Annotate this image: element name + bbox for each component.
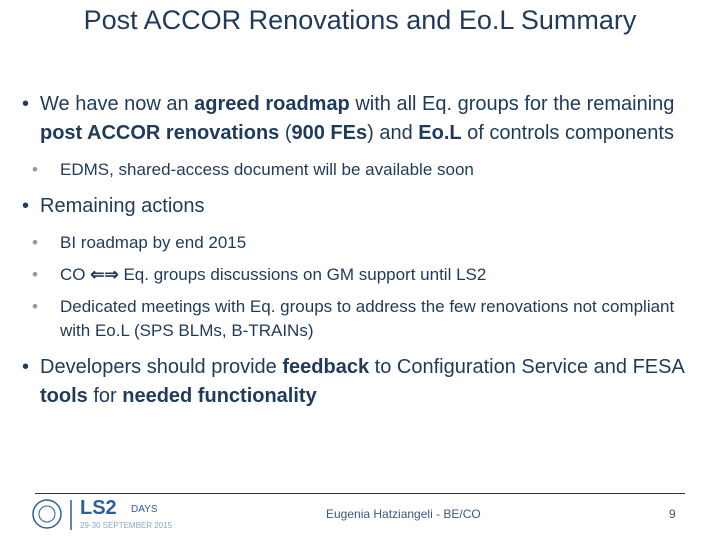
subbullet-dedicated-meetings <box>22 295 702 343</box>
slide-title: Post ACCOR Renovations and Eo.L Summary <box>83 5 637 35</box>
ls2-days-text: DAYS <box>131 504 158 515</box>
subbullet-text: CO <box>60 265 91 284</box>
footer-divider <box>35 493 685 494</box>
bullet-developers <box>22 353 702 411</box>
bullet-remaining-actions <box>22 192 702 221</box>
bullet-text: with all Eq. groups for the remaining <box>349 93 675 115</box>
subbullet-text: EDMS, shared-access document will be available soon <box>60 160 474 179</box>
subbullet-text: BI roadmap by end 2015 <box>60 233 247 252</box>
bullet-text: for <box>87 385 123 407</box>
subbullet-text: Eq. groups discussions on GM support until LS2 <box>118 265 487 284</box>
subbullet-bi-roadmap <box>22 231 702 255</box>
bullet-emphasis: post ACCOR renovations <box>40 122 280 144</box>
bullet-roadmap <box>22 90 702 148</box>
subbullet-edms <box>22 158 702 182</box>
bullet-emphasis: agreed roadmap <box>194 93 350 115</box>
bullet-emphasis: Eo.L <box>418 122 462 144</box>
bullet-emphasis: feedback <box>282 356 370 378</box>
bullet-dot: • <box>22 93 30 115</box>
bullet-text: ( <box>279 122 292 144</box>
subbullet-text: Dedicated meetings with Eq. groups to address the few renovations not compliant with Eo.L (SPS BLMs, B-TRAINs) <box>60 297 675 340</box>
bullet-text: of controls components <box>461 122 674 144</box>
footer-presenter: Eugenia Hatziangeli - BE/CO <box>326 507 481 521</box>
bullet-dot: • <box>22 356 30 378</box>
bullet-emphasis: tools <box>40 385 88 407</box>
bullet-text: Developers should provide <box>40 356 283 378</box>
ls2-logo-text: LS2 <box>80 497 117 519</box>
subbullet-dot: • <box>32 160 38 179</box>
slide-body <box>22 90 702 411</box>
page-number: 9 <box>669 507 676 521</box>
bullet-emphasis: 900 FEs <box>291 122 368 144</box>
double-arrow-icon: ⇐⇒ <box>90 265 119 284</box>
bullet-emphasis: needed functionality <box>122 385 317 407</box>
bullet-text: We have now an <box>40 93 195 115</box>
subbullet-dot: • <box>32 265 38 284</box>
subbullet-dot: • <box>32 297 38 316</box>
bullet-dot: • <box>22 195 30 217</box>
bullet-text: Remaining actions <box>40 195 205 217</box>
subbullet-dot: • <box>32 233 38 252</box>
bullet-text: ) and <box>367 122 419 144</box>
bullet-text: to Configuration Service and FESA <box>369 356 684 378</box>
subbullet-co-discussions <box>22 263 702 287</box>
ls2-date-text: 29-30 SEPTEMBER 2015 <box>80 521 173 530</box>
